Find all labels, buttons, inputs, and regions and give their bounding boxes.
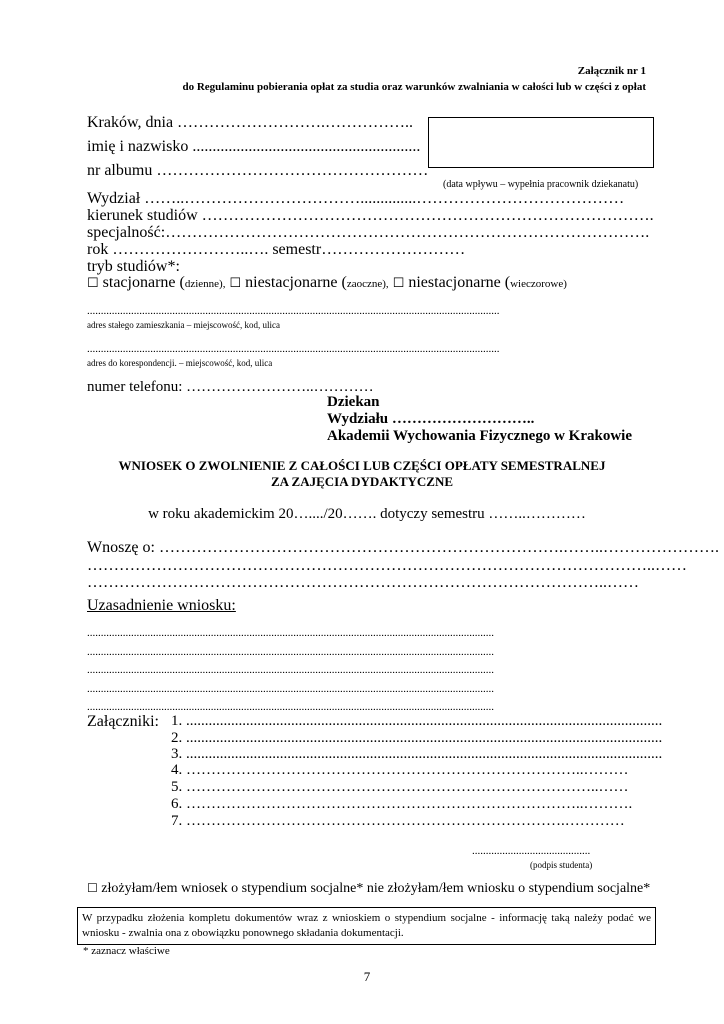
study-mode-label: tryb studiów*: — [87, 258, 180, 275]
receipt-date-box[interactable] — [428, 117, 654, 168]
regulation-reference: do Regulaminu pobierania opłat za studia oraz warunków zwalniania w całości lub w części z opłat — [182, 81, 646, 93]
checkbox-icon[interactable]: ☐ — [392, 275, 405, 290]
attachment-line[interactable]: 2. ............................................................................................................................... — [171, 730, 663, 746]
form-title: WNIOSEK O ZWOLNIENIE Z CAŁOŚCI LUB CZĘŚCI OPŁATY SEMESTRALNEJ — [118, 458, 606, 473]
faculty-field[interactable]: Wydział ……..……………………………..............………………………………… — [87, 190, 625, 207]
city-date-field[interactable]: Kraków, dnia ……………………….…………….. — [87, 114, 414, 131]
receipt-date-note: (data wpływu – wypełnia pracownik dziekanatu) — [443, 179, 639, 190]
year-semester-field[interactable]: rok ……………………..…. semestr……………………… — [87, 241, 466, 258]
specialty-field[interactable]: specjalność:………………………………………………………………………………. — [87, 224, 650, 241]
attachment-number: Załącznik nr 1 — [577, 65, 646, 77]
academic-year-line[interactable]: w roku akademickim 20…..../20……. dotyczy semestru ……..………… — [148, 506, 586, 522]
request-line-1[interactable]: Wnoszę o: ………………………………………………………………….……..…………………. — [87, 539, 719, 556]
attachment-line[interactable]: 3. ............................................................................................................................... — [171, 746, 663, 762]
study-mode-options: ☐ stacjonarne (dzienne), ☐ niestacjonarne (zaoczne), ☐ niestacjonarne (wieczorowe) — [87, 274, 567, 291]
notice-box: W przypadku złożenia kompletu dokumentów wraz z wnioskiem o stypendium socjalne - informację taką należy podać we wniosku - zwalnia ona z obowiązku ponownego składania dokumentacji. — [77, 907, 656, 945]
attachments-label: Załączniki: — [87, 713, 159, 730]
recipient-faculty: Wydziału ……………………….. — [327, 411, 535, 427]
justification-line[interactable]: .................................................................................................................................................... — [87, 646, 494, 658]
phone-field[interactable]: numer telefonu: ……………………..………… — [87, 379, 374, 395]
form-subtitle: ZA ZAJĘCIA DYDAKTYCZNE — [270, 474, 454, 489]
checkbox-icon[interactable]: ☐ — [87, 881, 98, 895]
attachment-line[interactable]: 4. ……………………………………………………………………..……… — [171, 762, 629, 778]
checkbox-icon[interactable]: ☐ — [87, 275, 99, 290]
request-line-2[interactable]: ……………………………………………………………………………………………..…… — [87, 557, 687, 574]
justification-line[interactable]: .................................................................................................................................................... — [87, 683, 494, 695]
attachment-line[interactable]: 6. ……………………………………………………………………..………. — [171, 796, 633, 812]
signature-label: (podpis studenta) — [530, 860, 593, 870]
footnote: * zaznacz właściwe — [83, 945, 170, 957]
attachment-line[interactable]: 1. ............................................................................................................................... — [171, 713, 663, 729]
page-number: 7 — [363, 969, 371, 984]
field-of-study-field[interactable]: kierunek studiów …………………………………………………………………………. — [87, 207, 654, 224]
justification-heading: Uzasadnienie wniosku: — [87, 597, 236, 614]
recipient-dean: Dziekan — [327, 394, 380, 410]
permanent-address-field[interactable]: ...................................................................................................................................................... — [87, 305, 500, 317]
correspondence-address-label: adres do korespondencji. – miejscowość, kod, ulica — [87, 358, 273, 368]
justification-line[interactable]: .................................................................................................................................................... — [87, 627, 494, 639]
justification-line[interactable]: .................................................................................................................................................... — [87, 701, 494, 713]
signature-field[interactable]: ........................................... — [472, 845, 591, 857]
checkbox-icon[interactable]: ☐ — [229, 275, 242, 290]
request-line-3[interactable]: ……………………………………………………………………………………..…… — [87, 574, 639, 591]
attachment-line[interactable]: 7. ………………………………………………………………….………… — [171, 813, 625, 829]
attachment-line[interactable]: 5. ………………………………………………………………………..…… — [171, 779, 629, 795]
permanent-address-label: adres stałego zamieszkania – miejscowość, kod, ulica — [87, 320, 280, 330]
justification-line[interactable]: .................................................................................................................................................... — [87, 664, 494, 676]
album-number-field[interactable]: nr albumu …………………………………………… — [87, 162, 429, 179]
correspondence-address-field[interactable]: ...................................................................................................................................................... — [87, 343, 500, 355]
scholarship-statement: ☐ złożyłam/łem wniosek o stypendium socjalne* nie złożyłam/łem wniosku o stypendium socjalne* — [87, 881, 651, 896]
name-field[interactable]: imię i nazwisko ......................................................... — [87, 138, 421, 155]
recipient-academy: Akademii Wychowania Fizycznego w Krakowie — [327, 428, 632, 444]
